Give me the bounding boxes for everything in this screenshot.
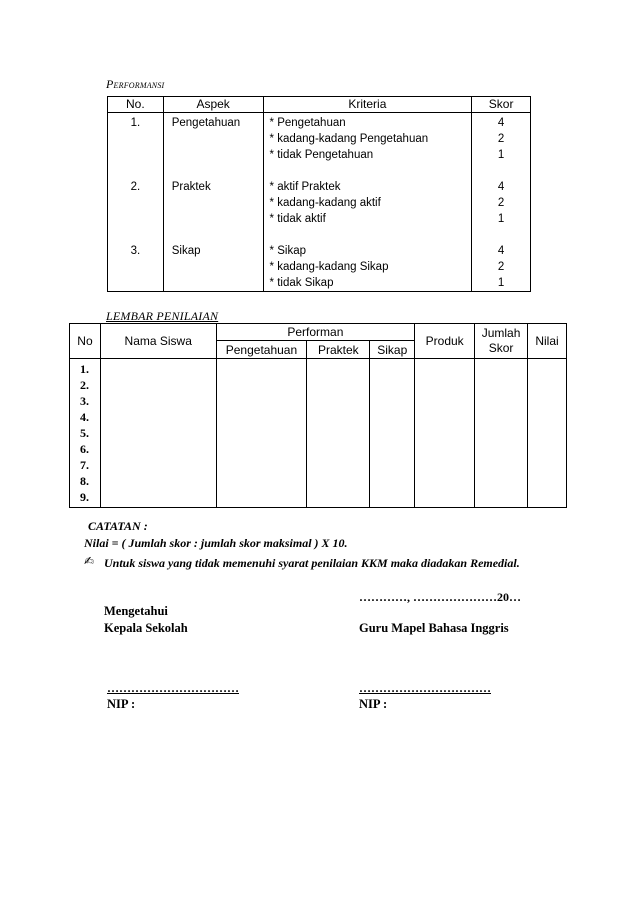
header-performan: Performan: [216, 324, 415, 341]
skor-item: 4: [497, 117, 505, 129]
left-signature-blank: ……………………………: [107, 681, 239, 695]
kriteria-item: * kadang-kadang Sikap: [269, 261, 389, 273]
skor-item: 2: [497, 261, 505, 273]
skor-item: 4: [497, 245, 505, 257]
left-nip: NIP :: [107, 697, 136, 711]
skor-item: 1: [497, 277, 505, 289]
row-number: 2.: [80, 378, 89, 392]
criteria-table: [107, 96, 531, 292]
col-no: [108, 113, 164, 292]
header-sikap: Sikap: [370, 341, 415, 359]
col-kriteria: [263, 113, 472, 292]
assessment-body: [70, 359, 567, 508]
row-number: 6.: [80, 442, 89, 456]
row-number: 1.: [80, 362, 89, 376]
right-signature-blank: ……………………………: [359, 681, 491, 695]
cell-jumlah-skor[interactable]: [475, 359, 528, 508]
kriteria-item: * tidak aktif: [269, 213, 326, 225]
row-number: 7.: [80, 458, 89, 472]
cell-sikap[interactable]: [370, 359, 415, 508]
header-praktek: Praktek: [307, 341, 370, 359]
row-number: 5.: [80, 426, 89, 440]
col-aspek: [163, 113, 263, 292]
col-numbers: [70, 359, 101, 508]
header-kriteria: Kriteria: [263, 97, 472, 113]
row-no: 1.: [130, 117, 141, 129]
header-no: No.: [108, 97, 164, 113]
row-number: 3.: [80, 394, 89, 408]
right-line2: Guru Mapel Bahasa Inggris: [359, 621, 509, 635]
cell-produk[interactable]: [415, 359, 475, 508]
header-skor: Skor: [472, 97, 531, 113]
writing-hand-icon: ✍: [84, 554, 95, 568]
row-number: 9.: [80, 490, 89, 504]
header-nama-siswa: Nama Siswa: [100, 324, 216, 359]
header-jumlah-skor: [475, 324, 528, 359]
place-date: …………, …………………20…: [359, 590, 521, 604]
criteria-table-header: [108, 97, 531, 113]
kriteria-item: * Sikap: [269, 245, 306, 257]
header-pengetahuan: Pengetahuan: [216, 341, 307, 359]
header-nilai: Nilai: [528, 324, 567, 359]
right-nip: NIP :: [359, 697, 388, 711]
kriteria-item: * tidak Sikap: [269, 277, 334, 289]
skor-item: 1: [497, 149, 505, 161]
skor-item: 2: [497, 197, 505, 209]
header-jumlah-line1: Jumlah: [481, 326, 521, 340]
kriteria-item: * Pengetahuan: [269, 117, 346, 129]
left-line2: Kepala Sekolah: [104, 621, 188, 635]
header-jumlah-line2: Skor: [488, 341, 514, 355]
skor-item: 1: [497, 213, 505, 225]
criteria-body: [108, 113, 531, 292]
assessment-table: [69, 323, 567, 508]
section-title-performansi: Performansi: [106, 77, 165, 91]
row-no: 2.: [130, 181, 141, 193]
row-number: 8.: [80, 474, 89, 488]
left-line1: Mengetahui: [104, 604, 168, 618]
row-aspek: Pengetahuan: [171, 117, 241, 129]
skor-item: 4: [497, 181, 505, 193]
header-no: No: [70, 324, 101, 359]
section-title-lembar-penilaian: LEMBAR PENILAIAN: [106, 309, 219, 323]
header-produk: Produk: [415, 324, 475, 359]
cell-praktek[interactable]: [307, 359, 370, 508]
cell-pengetahuan[interactable]: [216, 359, 307, 508]
col-skor: [472, 113, 531, 292]
remedial-text: Untuk siswa yang tidak memenuhi syarat penilaian KKM maka diadakan Remedial.: [104, 556, 520, 570]
formula-text: Nilai = ( Jumlah skor : jumlah skor maksimal ) X 10.: [84, 536, 348, 550]
kriteria-item: * aktif Praktek: [269, 181, 341, 193]
skor-item: 2: [497, 133, 505, 145]
cell-nama-siswa[interactable]: [100, 359, 216, 508]
row-no: 3.: [130, 245, 141, 257]
kriteria-item: * tidak Pengetahuan: [269, 149, 374, 161]
kriteria-item: * kadang-kadang Pengetahuan: [269, 133, 429, 145]
kriteria-item: * kadang-kadang aktif: [269, 197, 381, 209]
row-number: 4.: [80, 410, 89, 424]
row-aspek: Sikap: [171, 245, 201, 257]
cell-nilai[interactable]: [528, 359, 567, 508]
header-aspek: Aspek: [163, 97, 263, 113]
row-aspek: Praktek: [171, 181, 211, 193]
catatan-label: CATATAN :: [88, 519, 148, 533]
